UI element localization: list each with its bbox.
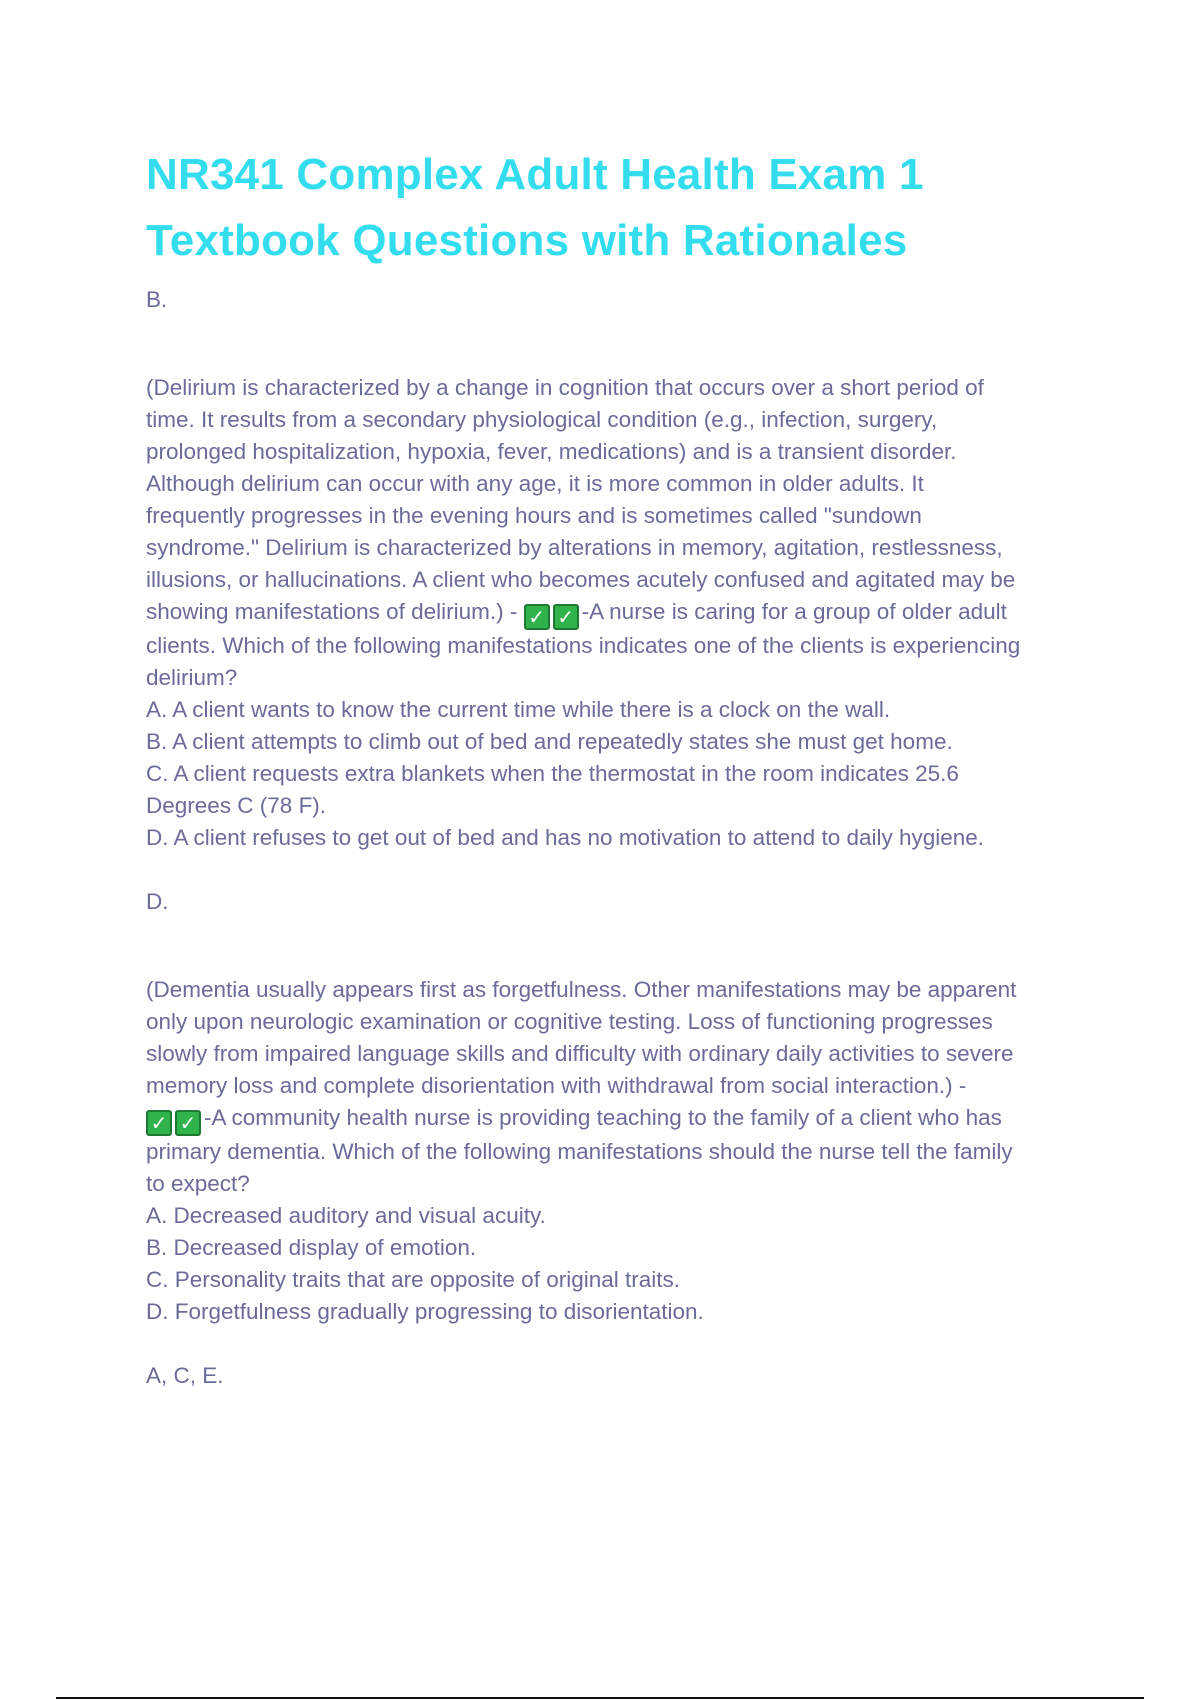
text-line-with-checks [146, 1102, 1096, 1136]
text-line: frequently progresses in the evening hours and is sometimes called "sundown [146, 503, 922, 528]
document-title [146, 142, 1096, 274]
option-item: D. Forgetfulness gradually progressing to disorientation. [146, 1299, 704, 1324]
answer-label: B. [146, 287, 168, 312]
text-line: Although delirium can occur with any age, it is more common in older adults. It [146, 471, 924, 496]
text-line: slowly from impaired language skills and difficulty with ordinary daily activities to severe [146, 1041, 1014, 1066]
text-line: syndrome." Delirium is characterized by alterations in memory, agitation, restlessness, [146, 535, 1003, 560]
checkmark-icon: ✓ [524, 604, 550, 630]
checkmark-icon: ✓ [553, 604, 579, 630]
question-line: to expect? [146, 1171, 250, 1196]
spacer [146, 1328, 1096, 1360]
text-line: time. It results from a secondary physiological condition (e.g., infection, surgery, [146, 407, 938, 432]
option-item: C. Personality traits that are opposite of original traits. [146, 1267, 681, 1292]
text-line: (Delirium is characterized by a change in cognition that occurs over a short period of [146, 375, 984, 400]
text-fragment: showing manifestations of delirium.) - [146, 599, 524, 624]
rationale-text [146, 372, 1096, 694]
text-fragment: -A nurse is caring for a group of older adult [581, 599, 1007, 624]
question-line: clients. Which of the following manifestations indicates one of the clients is experiencing [146, 633, 1021, 658]
text-line: (Dementia usually appears first as forgetfulness. Other manifestations may be apparent [146, 977, 1017, 1002]
option-item: Degrees C (78 F). [146, 793, 327, 818]
text-line: only upon neurologic examination or cognitive testing. Loss of functioning progresses [146, 1009, 993, 1034]
question-line: delirium? [146, 665, 238, 690]
title-line-2: Textbook Questions with Rationales [146, 216, 908, 265]
option-item: B. A client attempts to climb out of bed and repeatedly states she must get home. [146, 729, 953, 754]
option-item: C. A client requests extra blankets when the thermostat in the room indicates 25.6 [146, 761, 959, 786]
rationale-text [146, 974, 1096, 1200]
option-item: B. Decreased display of emotion. [146, 1235, 477, 1260]
text-line: memory loss and complete disorientation with withdrawal from social interaction.) - [146, 1073, 967, 1098]
question-line: primary dementia. Which of the following manifestations should the nurse tell the family [146, 1139, 1013, 1164]
spacer [146, 854, 1096, 886]
answer-label: D. [146, 889, 169, 914]
text-line-with-checks [146, 596, 1096, 630]
page-bottom-rule [56, 1697, 1144, 1699]
option-item: D. A client refuses to get out of bed and has no motivation to attend to daily hygiene. [146, 825, 985, 850]
question-block-3 [146, 1360, 1096, 1392]
option-list [146, 1200, 1096, 1328]
question-block-1 [146, 284, 1096, 854]
checkmark-icon: ✓ [175, 1110, 201, 1136]
option-item: A. Decreased auditory and visual acuity. [146, 1203, 546, 1228]
document-page [146, 142, 1096, 1392]
option-list [146, 694, 1096, 854]
option-item: A. A client wants to know the current time while there is a clock on the wall. [146, 697, 891, 722]
text-line: prolonged hospitalization, hypoxia, fever, medications) and is a transient disorder. [146, 439, 957, 464]
checkmark-icon: ✓ [146, 1110, 172, 1136]
text-line: illusions, or hallucinations. A client who becomes acutely confused and agitated may be [146, 567, 1016, 592]
title-line-1: NR341 Complex Adult Health Exam 1 [146, 150, 924, 199]
question-block-2 [146, 886, 1096, 1328]
answer-label: A, C, E. [146, 1363, 224, 1388]
text-fragment: -A community health nurse is providing teaching to the family of a client who has [204, 1105, 1002, 1130]
